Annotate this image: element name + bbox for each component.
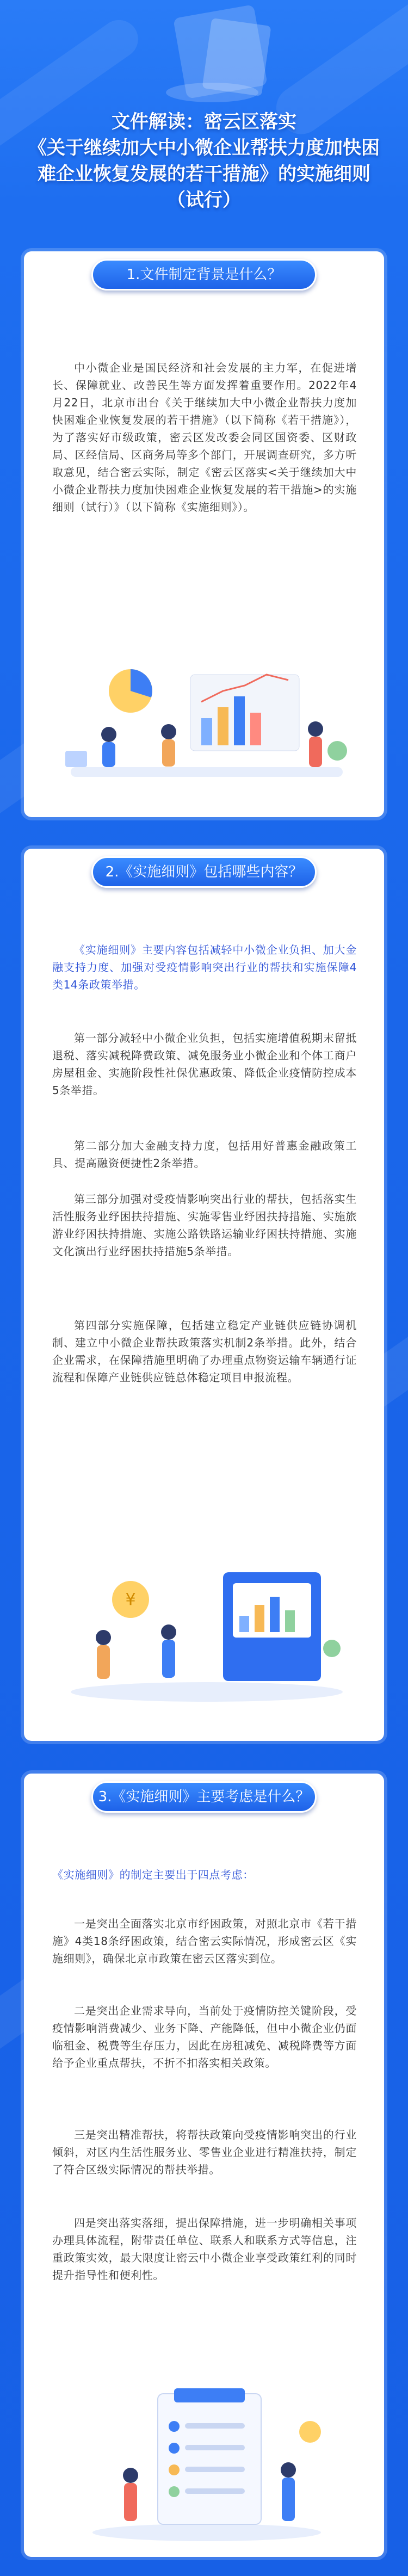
section-3-point-1: 一是突出全面落实北京市纾困政策，对照北京市《若干措施》4类18条纾困政策，结合密云实际情况，形成密云区《实施细则》，确保北京市政策在密云区落实到位。 (52, 1917, 357, 1965)
section-2-part-4: 第四部分实施保障，包括建立稳定产业链供应链协调机制、建立中小微企业帮扶政策落实机制2条举措。此外，结合企业需求，在保障措施里明确了办理重点物资运输车辆通行证流程和保障产业链供应链总体稳定项目申报流程。 (52, 1319, 357, 1384)
section-3-point-3: 三是突出精准帮扶，将帮扶政策向受疫情影响突出的行业倾斜，对区内生活性服务业、零售业企业进行精准扶持，制定了符合区级实际情况的帮扶举措。 (52, 2128, 357, 2176)
decor-wing (49, 870, 87, 875)
section-3-point-2: 二是突出企业需求导向，当前处于疫情防控关键阶段，受疫情影响消费减少、业务下降、产能降低，但中小微企业仍面临租金、税费等生存压力，因此在房租减免、减税降费等方面给予企业重点帮扶，不折不扣落实相关政策。 (52, 2004, 357, 2070)
decor-wing (321, 1795, 359, 1800)
decor-wing (49, 273, 87, 278)
finance-illustration (60, 1550, 354, 1708)
section-3-point-4: 四是突出落实落细，提出保障措施，进一步明确相关事项办理具体流程，附带责任单位、联系人和联系方式等信息，注重政策实效，最大限度让密云中小微企业享受政策红利的同时提升指导性和便利性。 (52, 2216, 357, 2282)
section-1-heading: 1.文件制定背景是什么？ (91, 259, 317, 291)
title-line-2: 《关于继续加大中小微企业帮扶力度加快困难企业恢复发展的若干措施》的实施细则（试行） (28, 137, 380, 211)
team-charts-illustration (54, 653, 359, 805)
checklist-illustration (82, 2383, 332, 2546)
section-2-part-1: 第一部分减轻中小微企业负担，包括实施增值税期末留抵退税、落实减税降费政策、减免服务业小微企业和个体工商户房屋租金、实施阶段性社保优惠政策、降低企业疫情防控成本5条举措。 (52, 1031, 357, 1097)
section-3-intro: 《实施细则》的制定主要出于四点考虑： (52, 1868, 254, 1881)
title-line-1: 文件解读：密云区落实 (112, 111, 296, 133)
section-2-heading: 2.《实施细则》包括哪些内容？ (91, 856, 317, 888)
section-2-part-2: 第二部分加大金融支持力度，包括用好普惠金融政策工具、提高融资便捷性2条举措。 (52, 1139, 357, 1170)
svg-text:¥: ¥ (125, 1590, 136, 1609)
decor-wing (49, 1795, 87, 1800)
section-2-intro: 《实施细则》主要内容包括减轻中小微企业负担、加大金融支持力度、加强对受疫情影响突出行业的帮扶和实施保障4类14条政策举措。 (52, 943, 357, 991)
page-title (22, 109, 386, 213)
decor-wing (321, 870, 359, 875)
decor-wing (321, 273, 359, 278)
header (0, 0, 408, 239)
section-1-paragraph: 中小微企业是国民经济和社会发展的主力军，在促进增长、保障就业、改善民生等方面发挥着重要作用。2022年4月22日，北京市出台《关于继续加大中小微企业帮扶力度加快困难企业恢复发展的若干措施》（以下简称《若干措施》），为了落实好市级政策，密云区发改委会同区国资委、区财政局、区经信局、区商务局等多个部门，开展调查研究，多方听取意见，结合密云实际，制定《密云区落实<关于继续加大中小微企业帮扶力度加快困难企业恢复发展的若干措施>的实施细则（试行）》（以下简称《实施细则》）。 (52, 361, 357, 514)
header-shine-icon (163, 71, 261, 109)
section-3-heading: 3.《实施细则》主要考虑是什么？ (91, 1781, 317, 1813)
section-2-part-3: 第三部分加强对受疫情影响突出行业的帮扶，包括落实生活性服务业纾困扶持措施、实施零售业纾困扶持措施、实施旅游业纾困扶持措施、实施公路铁路运输业纾困扶持措施、实施文化演出行业纾困扶持措施5条举措。 (52, 1193, 357, 1258)
